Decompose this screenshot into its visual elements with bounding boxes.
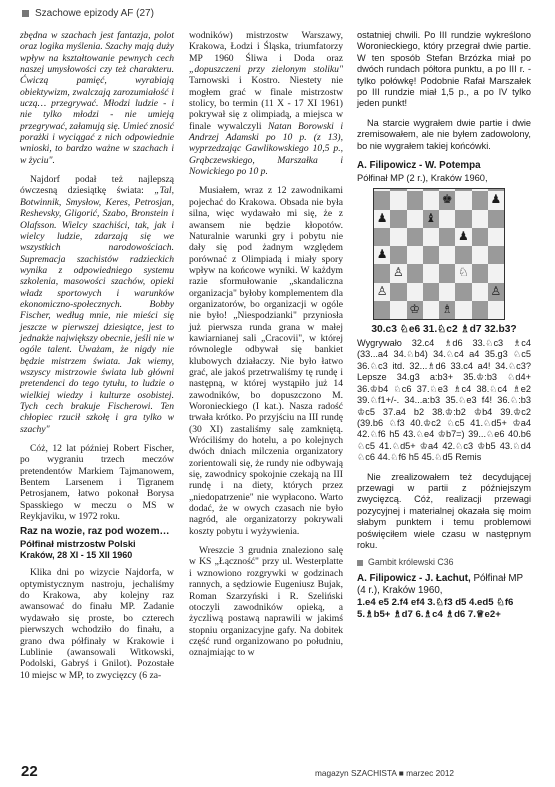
board-square: ♝	[423, 210, 439, 228]
board-square	[472, 283, 488, 301]
board-square	[488, 264, 504, 282]
board-square: ♙	[374, 283, 390, 301]
board-square	[455, 191, 471, 209]
najdorf-quote: „Tal, Botwinnik, Smysłow, Keres, Petrosjan, Reshevsky, Gligorić, Szabo, Bronstein i Olafsson. Wielcy szachiści, tak, jak i wielcy ludzie, zdarzają się we wszystkich narodowościach. Supremacja szachistów radzieckich wynika z odpowiedniego systemu szkolenia, masowości szachów, opieki władz sportowych i warunków ekonomiczno-społecznych. Bobby Fischer, według mnie, nie mieści się jeszcze w pierwszej dziesiątce, jest to jednakże największy obecnie, jeśli nie w ogóle talent. Uważam, że nigdy nie będzie mistrzem świata. Jak wiemy, wszyscy mistrzowie świata lub główni pretendenci do tego tytułu, to ludzie o wielkiej wiedzy i kulturze osobistej. Tych cech brakuje Fischerowi. Ten chłopiec rzucił szkołę i gra tylko w szachy"	[20, 185, 174, 435]
board-square	[472, 228, 488, 246]
column-2	[189, 30, 343, 659]
board-square	[423, 283, 439, 301]
najdorf-paragraph	[20, 174, 174, 435]
board-square	[472, 210, 488, 228]
board-square	[407, 210, 423, 228]
board-square	[423, 246, 439, 264]
chess-diagram	[373, 188, 505, 320]
section-subtitle: Półfinał mistrzostw Polski	[20, 538, 136, 550]
board-square	[439, 228, 455, 246]
board-square	[390, 246, 406, 264]
board-square: ♙	[488, 283, 504, 301]
game1-players: A. Filipowicz - W. Potempa	[357, 160, 481, 172]
magazine-footer: magazyn SZACHISTA ■ marzec 2012	[315, 768, 455, 778]
board-square	[407, 191, 423, 209]
qualifiers-text-a: wodników) mistrzostw Warszawy, Krakowa, Łodzi i Śląska, triumfatorzy MP 1960 Śliwa i Doda oraz	[189, 30, 343, 64]
game1-diagram-moves: 30.c3 ♘e6 31.♘c2 ♗d7 32.b3?	[371, 324, 517, 336]
opening-tag	[357, 557, 531, 568]
board-square	[455, 283, 471, 301]
december-paragraph: Wreszcie 3 grudnia znaleziono salę w KS „Łączność" przy ul. Westerplatte i wznowiono rozgrywki w godzinach rannych, a sędziowie Eugeniusz Bujak, Roman Szarzyński i R. Szeliński otoczyli zawodników opieką, a życzliwą postawą naprawili w jakimś stopniu organizacyjne gafy. Na dobitek część rund organizowano po południu, oznajmiając to w	[189, 545, 343, 659]
board-square	[423, 301, 439, 319]
board-square: ♗	[439, 301, 455, 319]
tag-square-icon	[357, 560, 363, 566]
column-1	[20, 30, 174, 681]
board-square: ♚	[439, 191, 455, 209]
board-square	[488, 228, 504, 246]
game1-event: Półfinał MP (2 r.), Kraków 1960,	[357, 173, 488, 184]
board-square	[472, 246, 488, 264]
quote-paragraph: zbędna w szachach jest fantazja, polot oraz logika myślenia. Szachy mają duży wpływ na kształtowanie pewnych cech naszej umysłowości czy też charakteru. Ćwiczą pamięć, wyrabiają obiektywizm, zwalczają zarozumiałość i uczą… przegrywać. Młodzi ludzie - i nie tylko młodzi - nie umieją przegrywać, załamują się. Umieć znosić porażki i wyciągać z nich odpowiednie wnioski, to bardzo ważne w szachach i w życiu".	[20, 30, 175, 166]
board-square	[390, 283, 406, 301]
board-square	[374, 228, 390, 246]
board-square	[407, 246, 423, 264]
board-square	[390, 228, 406, 246]
board-square	[423, 228, 439, 246]
board-square	[423, 191, 439, 209]
page-number: 22	[21, 763, 38, 780]
board-square: ♟	[455, 228, 471, 246]
column-3	[357, 30, 531, 621]
opening-tag-label: Gambit królewski C36	[368, 557, 454, 568]
board-square	[472, 191, 488, 209]
krakow-paragraph: Klika dni po wizycie Najdorfa, w optymistycznym nastroju, jechaliśmy do Krakowa, aby kolejny raz awansować do finału MP. Zadanie wydawało się proste, bo czterech pierwszych wchodziło do finału, a grano dwa półfinały w Krakowie i Lublinie (awansowali Witkowski, Podolski, Gabryś i Gnilot). Pozostałe 10 miejsc w MP, to zwycięzcy (6 za-	[20, 567, 174, 681]
realization-paragraph: Nie zrealizowałem też decydującej przewagi w partii z późniejszym zwycięzcą. Cóż, realizacji przewagi pozycyjnej i materialnej okazała się moim słabym punktem i temu problemowi poświęciłem wiele czasu w następnym roku.	[357, 471, 531, 550]
board-square	[439, 283, 455, 301]
board-square: ♟	[374, 210, 390, 228]
board-square	[407, 228, 423, 246]
board-square	[374, 264, 390, 282]
board-square	[407, 283, 423, 301]
board-square	[488, 246, 504, 264]
board-square	[439, 264, 455, 282]
board-square	[455, 246, 471, 264]
game2-moves: 1.e4 e5 2.f4 ef4 3.♘f3 d5 4.ed5 ♘f6 5.♗b5+ ♗d7 6.♗c4 ♗d6 7.♕e2+	[357, 596, 514, 620]
board-square	[472, 264, 488, 282]
header-title: Szachowe epizody AF (27)	[35, 8, 154, 19]
game1-annotation: Wygrywało 32.c4 ♗d6 33.♘c3 ♗c4 (33...a4 34.♘b4) 34.♘c4 a4 35.g3 ♘c5 36.♘c3 itd. 32...♗d6 33.c4 a4! 34.♘c3? Lepsze 34.g3 a:b3+ 35.♔:b3 ♘d4+ 36.♔b4 ♘c6 37.♘e3 ♗c4 38.♘c4 ♗e2 39.♘f1+/-. 34...a:b3 35.♘e3 f4! 36.♘:b3 ♔c5 37.a4 b2 38.♔:b2 ♔b4 39.♔c2 (39.b6 ♘f3 40.♔c2 ♘c5 41.♘d5+ ♔a4 42.♘f6 h5 43.♘e4 ♔b7=) 39...♘e6 40.b6 ♘c5 41.♘d5+ ♔a4 42.♘c3 ♔b5 43.♘d4 ♘c6 44.♘f6 h5 45.♘d5 Remis	[357, 338, 531, 463]
board-square: ♙	[390, 264, 406, 282]
board-square	[455, 301, 471, 319]
board-square	[407, 264, 423, 282]
qualifiers-italic-a: „dopuszczeni przy zielonym stoliku"	[189, 64, 343, 76]
qualifiers-paragraph	[189, 30, 343, 177]
game2-players-name: A. Filipowicz - J. Łachut,	[357, 572, 471, 584]
start-paragraph: Na starcie wygrałem dwie partie i dwie zremisowałem, ale nie byłem zadowolony, bo nie wygrałem takiej końcówki.	[357, 117, 531, 151]
round-paragraph: ostatniej chwili. Po III rundzie wykreślono Woronieckiego, który przegrał dwie partie. W ten sposób Stefan Brzózka miał po dwóch rundach półtora punktu, a po III r. - tylko połówkę! Podobnie Rafał Marszałek po III rundzie miał 1,5 p., a po IV tylko jeden punkt!	[357, 30, 531, 109]
board-square	[455, 210, 471, 228]
board-square: ♟	[488, 191, 504, 209]
board-square	[390, 191, 406, 209]
board-square	[488, 210, 504, 228]
running-header	[22, 8, 154, 19]
board-square: ♟	[374, 246, 390, 264]
section-title: Raz na wozie, raz pod wozem…	[20, 526, 170, 538]
board-square	[390, 301, 406, 319]
fischer-paragraph: Cóż, 12 lat później Robert Fischer, po wygraniu trzech meczów pretendentów Markiem Tajmanowem, Bentem Larsenem i Tigranem Petrosjanem, łatwo pokonał Borysa Spasskiego w meczu o MS w Reykjaviku, w 1972 roku.	[20, 443, 174, 523]
game2-players	[357, 573, 531, 597]
najdorf-lead: Najdorf podał też najlepszą ówczesną dziesiątkę świata:	[20, 174, 174, 197]
board-square: ♘	[455, 264, 471, 282]
board-square: ♔	[407, 301, 423, 319]
board-square	[374, 301, 390, 319]
organization-paragraph: Musiałem, wraz z 12 zawodnikami pojechać do Krakowa. Obsada nie była silna, więc wydawało mi się, że z awansem nie będzie kłopotów. Naturalnie warunki gry i pobytu nie dały się pod żadnym względem porównać z Olimpiadą i miały spory wpływ na końcowe wyniki. W każdym razie sformułowanie „skandaliczna organizacja" byłoby komplementem dla organizatorów, bo organizacji w ogóle nie było! „Niespodzianki" przyniosła już pierwsza runda grana w małej kawiarnianej sali „Cracovii", w której równolegle odbywał się bankiet klubowych działaczy. Nie było łatwo grać, ale jakoś przetrwaliśmy tę rundę i następną, w której wystąpiło już 14 zawodników, bo dopuszczono M. Woronieckiego (I kat.). Nasza radość trwała krótko. Po przyjściu na III rundę (30 XI) zastaliśmy salę zamkniętą. Wróciliśmy do hotelu, a po kolejnych dwóch dniach milczenia organizatory zorientowali się, że rundy nie odbywają się, zawodnicy spokojnie czekają na III rundę i na diety, których przez „niedopatrzenie" nie wypłacono. Warto dodać, że w owych czasach nie było nagród, ale organizatorzy pokrywali koszty pobytu i wyżywienia.	[189, 185, 343, 537]
board-square	[439, 210, 455, 228]
qualifiers-italic-b: Natan Borowski i Andrzej Adamski po 10 p. (z 13), wyprzedzając Gawlikowskiego 10,5 p., Grąbczewskiego, Marszałka i Nowickiego po 10 p.	[189, 120, 343, 178]
header-square-icon	[22, 10, 29, 17]
section-dateline: Kraków, 28 XI - 15 XII 1960	[20, 550, 133, 561]
board-square	[472, 301, 488, 319]
board-square	[374, 191, 390, 209]
board-square	[439, 246, 455, 264]
board-square	[390, 210, 406, 228]
board-square	[423, 264, 439, 282]
qualifiers-text-b: Tarnowski i Kostro. Niestety nie mogłem grać w finale mistrzostw stolicy, bo termin (11 X - 17 XI 1961) pokrywał się z olimpiadą, a miejsca w finale wywalczyli	[189, 75, 343, 132]
board-square	[488, 301, 504, 319]
game2-event: Półfinał MP (4 r.), Kraków 1960,	[357, 572, 523, 596]
